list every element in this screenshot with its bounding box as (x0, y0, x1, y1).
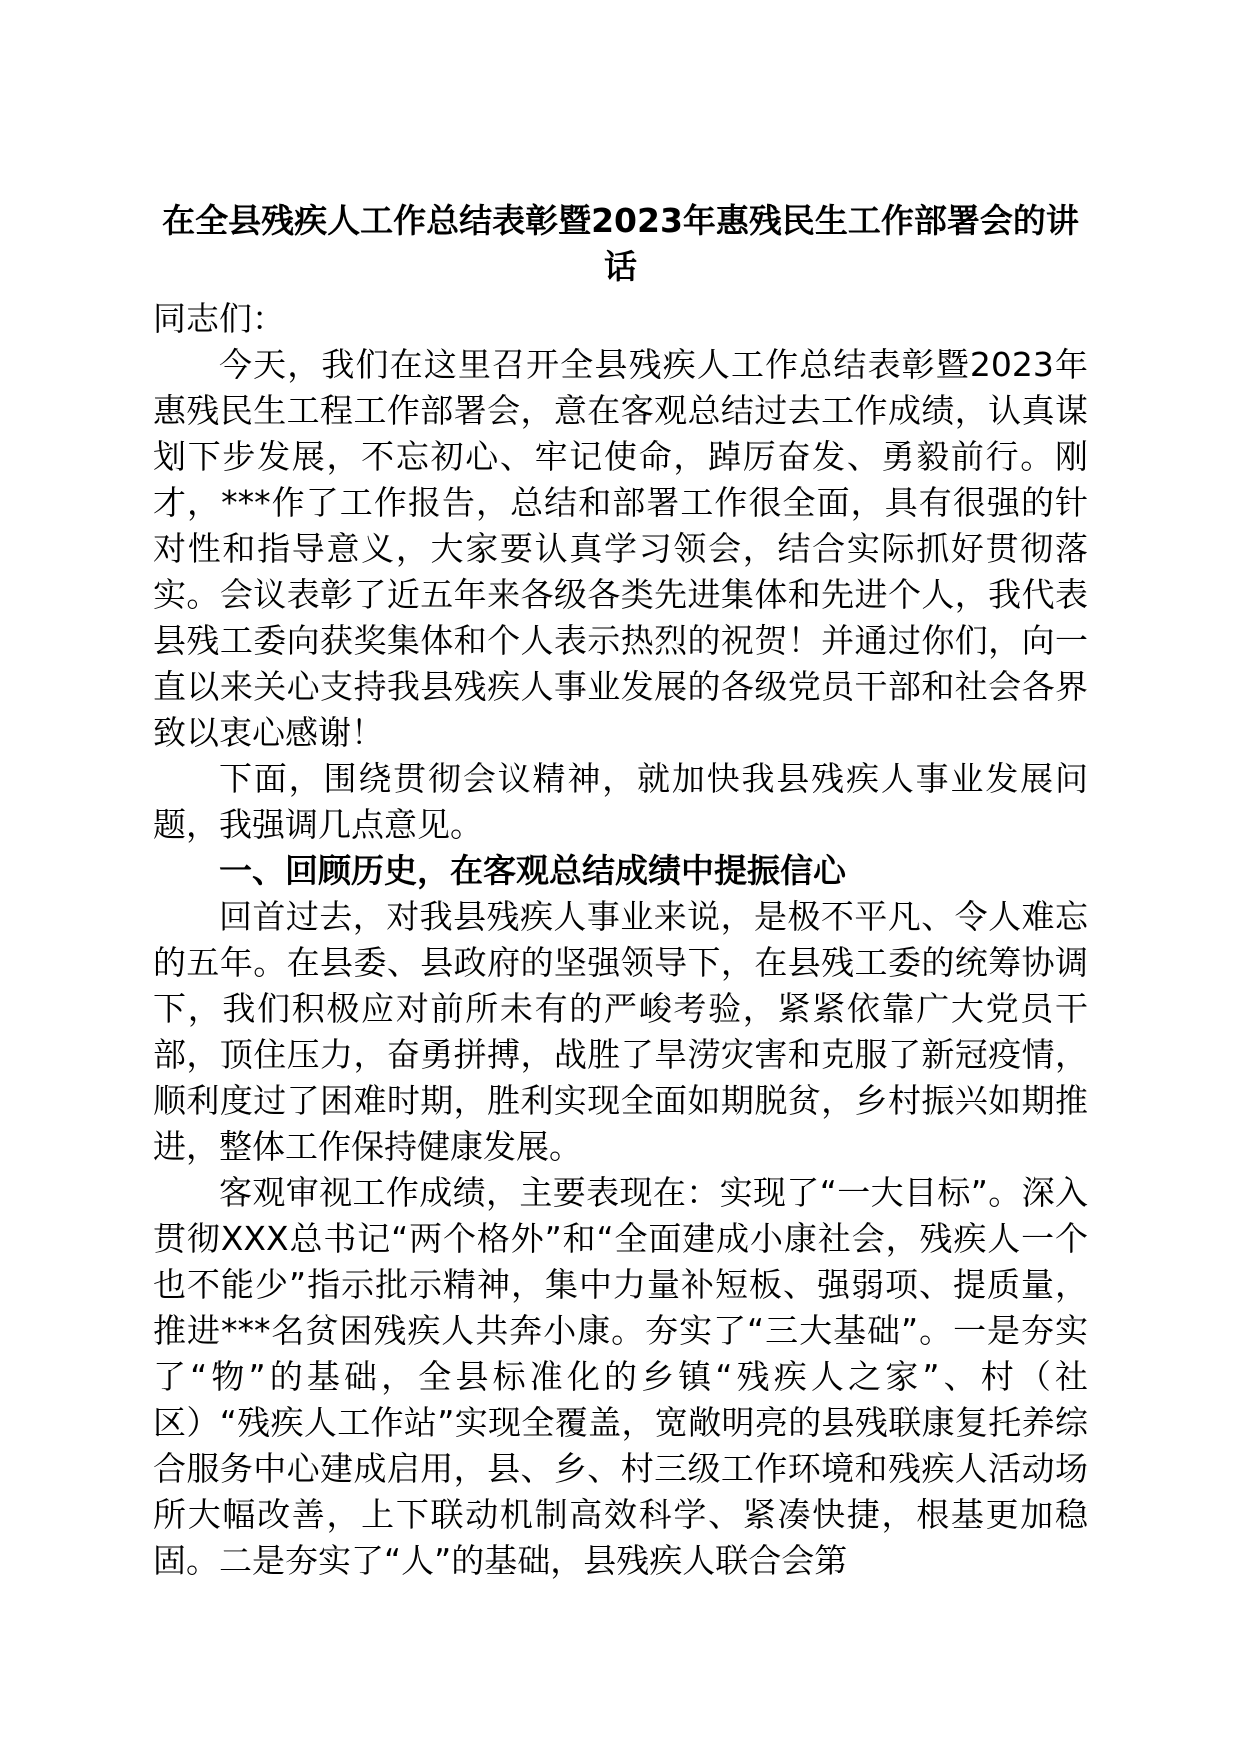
paragraph-review: 回首过去，对我县残疾人事业来说，是极不平凡、令人难忘的五年。在县委、县政府的坚强领导下，在县残工委的统筹协调下，我们积极应对前所未有的严峻考验，紧紧依靠广大党员干部，顶住压力，奋勇拼搏，战胜了旱涝灾害和克服了新冠疫情，顺利度过了困难时期，胜利实现全面如期脱贫，乡村振兴如期推进，整体工作保持健康发展。 (153, 897, 1088, 1166)
paragraph-achievements: 客观审视工作成绩，主要表现在：实现了“一大目标”。深入贯彻XXX总书记“两个格外”和“全面建成小康社会，残疾人一个也不能少”指示批示精神，集中力量补短板、强弱项、提质量，推进***名贫困残疾人共奔小康。夯实了“三大基础”。一是夯实了“物”的基础，全县标准化的乡镇“残疾人之家”、村（社区）“残疾人工作站”实现全覆盖，宽敞明亮的县残联康复托养综合服务中心建成启用，县、乡、村三级工作环境和残疾人活动场所大幅改善，上下联动机制高效科学、紧凑快捷，根基更加稳固。二是夯实了“人”的基础，县残疾人联合会第 (153, 1173, 1088, 1580)
document-body (153, 296, 1088, 1584)
paragraph-opening: 今天，我们在这里召开全县残疾人工作总结表彰暨2023年惠残民生工程工作部署会，意在客观总结过去工作成绩，认真谋划下步发展，不忘初心、牢记使命，踔厉奋发、勇毅前行。刚才，***作了工作报告，总结和部署工作很全面，具有很强的针对性和指导意义，大家要认真学习领会，结合实际抓好贯彻落实。会议表彰了近五年来各级各类先进集体和先进个人，我代表县残工委向获奖集体和个人表示热烈的祝贺！并通过你们，向一直以来关心支持我县残疾人事业发展的各级党员干部和社会各界致以衷心感谢！ (153, 345, 1088, 752)
document-content (153, 198, 1088, 1584)
document-title: 在全县残疾人工作总结表彰暨2023年惠残民生工作部署会的讲话 (162, 201, 1079, 286)
paragraph-transition: 下面，围绕贯彻会议精神，就加快我县残疾人事业发展问题，我强调几点意见。 (153, 759, 1088, 844)
section-heading-1: 一、回顾历史，在客观总结成绩中提振信心 (219, 851, 846, 890)
salutation: 同志们： (153, 299, 285, 338)
